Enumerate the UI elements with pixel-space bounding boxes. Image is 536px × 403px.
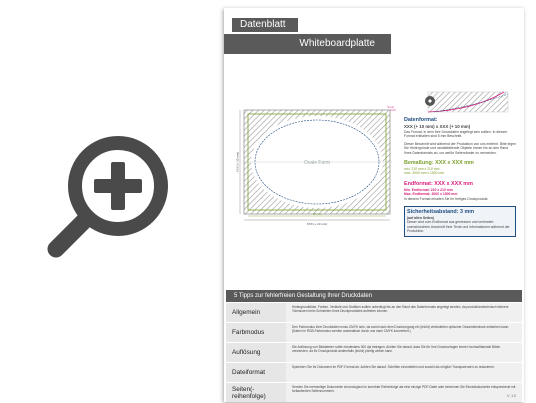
table-row [226, 383, 522, 402]
tip-label: Seiten(-reihenfolge) [226, 383, 286, 402]
page-title: Whiteboardplatte [224, 34, 391, 54]
spec-column [404, 92, 516, 242]
tip-label: Dateiformat [226, 363, 286, 382]
endformat-heading: Endformat: XXX x XXX mm [404, 180, 473, 187]
table-row [226, 323, 522, 342]
table-row [226, 303, 522, 322]
format-diagram [236, 104, 396, 228]
datenformat-size: XXX (+ 10 mm) x XXX (+ 10 mm) [404, 124, 471, 129]
sicherheit-text: Dieser wird vom Endformat aus gemessen und verhindert unerwünschten Anschnitt Ihrer Texte und Informationen während der Produktion. [407, 220, 510, 234]
tip-text: Die Auflösung von Bilddateien sollte mindestens 300 dpi betragen. Achten Sie darauf, dass Sie für Ihre Druckvorlagen immer hochaufläsende Bilder verwenden, da Ihr Druckprodukt andernfalls (leicht) pixelig wirken kann. [292, 345, 501, 354]
bemassung-block [404, 160, 516, 176]
diagram-height-label: XXX (+ 10 mm) [235, 151, 240, 173]
version-label: V. 1.0 [507, 394, 516, 398]
datasheet-tab: Datenblatt [232, 18, 298, 32]
datenformat-block [404, 117, 516, 155]
datenformat-heading: Datenformat: [404, 117, 438, 123]
tip-text: Hintergrundbilder, Farben, Verläufe und Grafiken sollten unbedingt bis an den Rand des Datenformats angelegt werden, da produktionstechnisch kleinere Toleranzen beim Schneiden Ihres Druckproduktes auftreten können. [292, 305, 509, 314]
tips-heading: 5 Tipps zur fehlerfreien Gestaltung Ihrer Druckdaten [226, 290, 522, 302]
diagram-corner-label: 5 mm [387, 106, 394, 109]
sicherheit-heading: Sicherheitsabstand: 3 mm [407, 209, 475, 216]
bemassung-min: min. 210 mm x 210 mm [404, 167, 440, 172]
diagram-width-label: XXX (+ 10 mm) [306, 222, 328, 226]
datasheet-page [224, 8, 524, 402]
table-row [226, 343, 522, 362]
endformat-text: In diesem Format erhalten Sie Ihr fertiges Druckprodukt. [404, 196, 489, 201]
datenformat-text2: Dieser Beschnitt wird während der Produktion von uns entfernt. Bitte legen Sie Hintergründe und randabfallende Objekte immer bis an den Rand Ihres Datenformats an, um weiße Seitenränder zu vermeiden. [404, 141, 516, 155]
tip-label: Allgemein [226, 303, 286, 322]
tip-text: Senden Sie mehrseitige Dokumente chronologisch in korrekter Reihenfolge als eine einzige PDF-Datei oder benennen Sie Einzeldokumente entsprechend mit fortlaufenden Seitennummern. [292, 385, 516, 394]
diagram-inner-label: XX mm [312, 213, 322, 216]
bemassung-max: max. 3000 mm x 1500 mm [404, 171, 445, 176]
corner-detail-graphic [404, 92, 516, 112]
sicherheit-sub: (auf allen Seiten) [407, 216, 435, 221]
tip-text: Speichern Sie Ihr Dokument im PDF-Format ab. Achten Sie darauf, Schriften einzubetten und sowohl als möglich Transparenzen zu reduzieren. [292, 365, 495, 369]
tip-label: Farbmodus [226, 323, 286, 342]
tip-label: Auflösung [226, 343, 286, 362]
endformat-block [404, 181, 516, 201]
endformat-max: Max. Endformat: 3000 x 1500 mm [404, 192, 458, 197]
datenformat-text: Das Format, in dem Ihre Druckdaten angelegt sein sollten. In diesem Format enthalten sind 5 mm Beschnitt. [404, 130, 508, 139]
sicherheit-block [404, 206, 516, 237]
tip-text: Den Farbmodus Ihrer Druckdaten muss CMYK sein, da sonst nach dem Druckvorgang ein (leicht) veränderten optischer Gesamteindruck entstehen kann. (Daten im RGB-Farbmodus werden automatisch durch uns nach CMYK konvertiert.) [292, 325, 510, 334]
diagram-center-label: Ovale Form [303, 160, 331, 166]
endformat-min: Min. Endformat: 210 x 210 mm [404, 187, 453, 192]
tips-table [226, 303, 522, 403]
table-row [226, 363, 522, 382]
bemassung-heading: Bemaßung: XXX x XXX mm [404, 160, 474, 167]
zoom-in-icon[interactable] [38, 128, 178, 268]
